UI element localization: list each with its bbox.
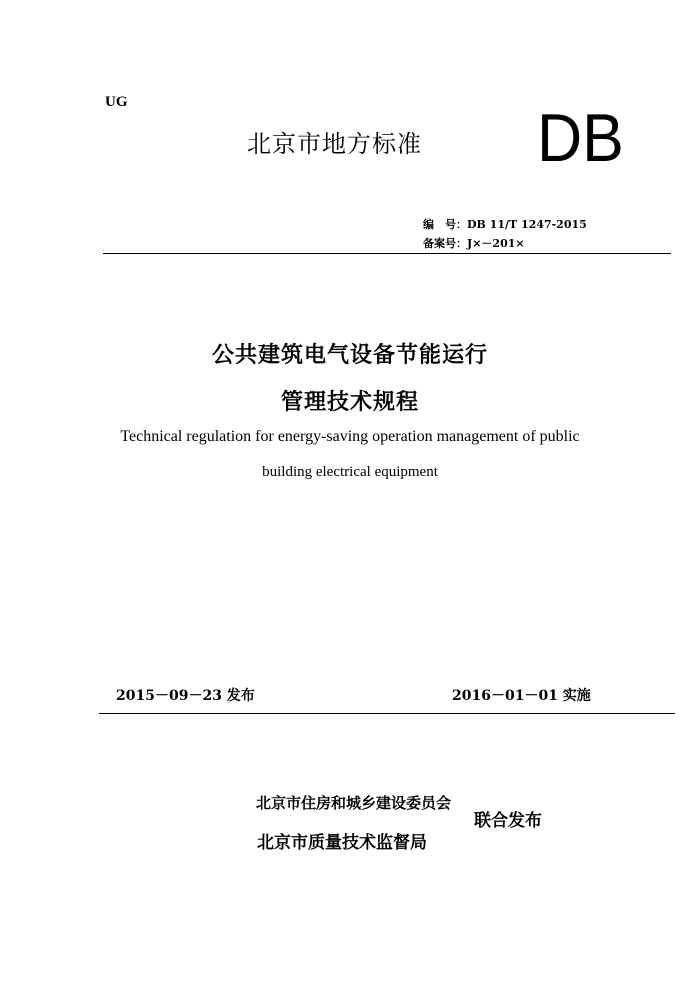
header-divider <box>103 253 671 254</box>
joint-release-label: 联合发布 <box>474 811 542 831</box>
db-logo: DB <box>537 100 624 176</box>
title-chinese-line-1: 公共建筑电气设备节能运行 <box>211 343 488 368</box>
date-divider <box>99 713 675 714</box>
standard-number-label: 编 号： <box>423 218 467 231</box>
title-chinese-line-2: 管理技术规程 <box>280 390 419 415</box>
title-english-line-1: Technical regulation for energy-saving operation management of public <box>120 428 580 445</box>
issue-date: 2015－09－23 发布 <box>116 688 255 704</box>
issuer-housing-commission: 北京市住房和城乡建设委员会 <box>256 794 452 812</box>
filing-number-line <box>423 235 525 251</box>
effective-date: 2016－01－01 实施 <box>452 688 591 704</box>
standard-number-line <box>423 216 587 232</box>
standard-type-heading: 北京市地方标准 <box>247 130 422 158</box>
filing-number-value: J×－201× <box>467 237 525 250</box>
standard-number-value: DB 11/T 1247-2015 <box>467 218 587 231</box>
issuer-quality-bureau: 北京市质量技术监督局 <box>257 833 427 853</box>
title-english-line-2: building electrical equipment <box>262 464 438 480</box>
classification-code: UG <box>105 94 128 110</box>
filing-number-label: 备案号： <box>423 237 467 250</box>
